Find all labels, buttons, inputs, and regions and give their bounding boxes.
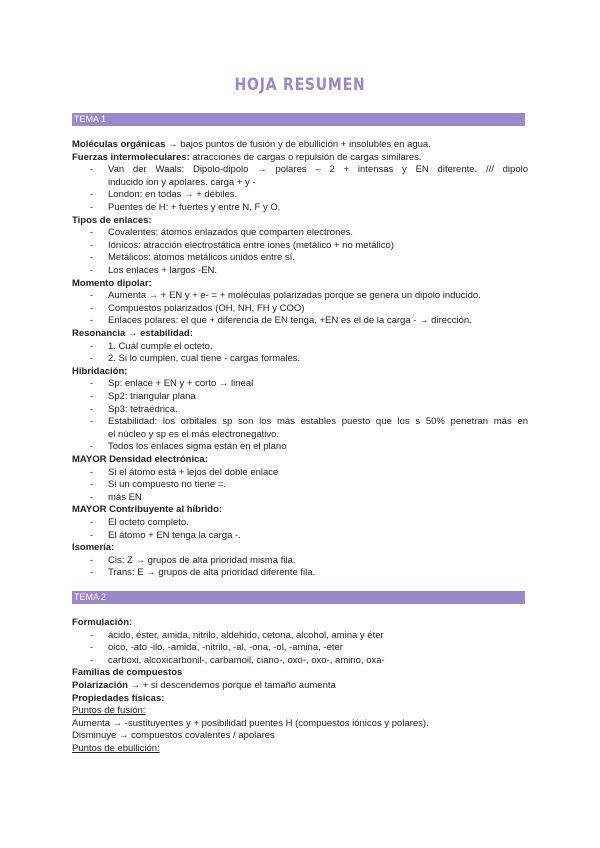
list-item-text: El átomo + EN tenga la carga -. xyxy=(108,529,241,541)
text-line xyxy=(72,680,530,692)
list-item-text: el núcleo y sp es el más electronegativo. xyxy=(108,428,280,440)
list-item-text: Si el átomo está + lejos del doble enlace xyxy=(108,466,279,478)
text-fuerzas: atracciones de cargas o repulsión de cargas similares. xyxy=(192,151,422,163)
subheading-ebullicion: Puntos de ebullición: xyxy=(72,743,160,754)
heading-propiedades: Propiedades físicas: xyxy=(72,692,165,704)
text-line xyxy=(72,139,530,151)
section-header-tema-1: TEMA 1 xyxy=(72,113,525,126)
heading-isomeria: Isomería: xyxy=(72,542,115,554)
text-moleculas: → bajos puntos de fusión y de ebullición + insolubles en agua. xyxy=(168,139,431,150)
list-item-text: Todos los enlaces sigma están en el plano xyxy=(108,441,287,453)
heading-tipos: Tipos de enlaces: xyxy=(72,214,152,226)
list-item-text: 2. Si lo cumplen, cual tiene - cargas formales. xyxy=(108,353,301,365)
list-item-text: inducido ion y apolares. carga + y - xyxy=(108,176,256,188)
list-item-text: London: en todas → + débiles. xyxy=(108,189,238,201)
list-item-text: Sp3: tetraédrica. xyxy=(108,403,178,415)
heading-contribuyente: MAYOR Contribuyente al híbrido: xyxy=(72,504,223,516)
list-item-text: Cis: Z → grupos de alta prioridad misma fila. xyxy=(108,554,296,566)
list-item-text: Van der Waals: Dipolo-dipolo → polares – 2 + intensas y EN diferente. /// dipolo xyxy=(108,164,528,176)
text-line: Disminuye → compuestos covalentes / apolares xyxy=(72,730,275,742)
list-item-text: Puentes de H: + fuertes y entre N, F y O. xyxy=(108,202,281,213)
page-title: HOJA RESUMEN xyxy=(234,75,366,95)
list-item-text: Covalentes: átomos enlazados que comparten electrones. xyxy=(108,227,354,239)
list-item-text: Iónicos: atracción electrostática entre iones (metálico + no metálico) xyxy=(108,239,394,251)
section-header-tema-2: TEMA 2 xyxy=(72,591,525,604)
list-item-text: Estabilidad: los orbitales sp son los más estables puesto que los s 50% penetran más en xyxy=(108,416,528,428)
list-item-text: Metálicos: átomos metálicos unidos entre sí. xyxy=(108,252,295,264)
subheading-fusion: Puntos de fusión: xyxy=(72,705,146,717)
list-item-text: Aumenta → + EN y + e- = + moléculas polarizadas porque se genera un dipolo inducido. xyxy=(108,290,481,302)
heading-densidad: MAYOR Densidad electrónica: xyxy=(72,454,208,465)
list-item-text: ácido, éster, amida, nitrilo, aldehido, cetona, alcohol, amina y éter xyxy=(108,629,384,641)
list-item-text: Sp2: triangular plana xyxy=(108,391,196,402)
document-page: HOJA RESUMEN TEMA 1 Moléculas orgánicas → bajos puntos de fusión y de ebullición + insolubles en agua. Fuerzas intermoleculares: atracciones de cargas o repulsión de cargas similares. - Van der Waals: Dipolo-dipolo → polares – 2 + intensas y EN diferente. /// dipolo inducido ion y apolares. carga + y - - London: en todas → + débiles. - Puentes de H: + fuertes y entre N, F y O. Tipos de enlaces: - Covalentes: átomos enlazados que comparten electrones. - Iónicos: atracción electrostática entre iones (metálico + no metálico) - Metálicos: átomos metálicos unidos entre sí. - Los enlaces + largos -EN. Momento dipolar: - Aumenta → + EN y + e- = + moléculas polarizadas porque se genera un dipolo inducido. - Compuestos polarizados (OH, NH, FH y COO) - Enlaces polares: el que + diferencia de EN tenga, +EN es el de la carga - → dirección. Resonancia → estabilidad: - 1. Cuál cumple el octeto. - 2. Si lo cumplen, cual tiene - cargas formales. Hibridación: - Sp: enlace + EN y + corto → lineal - Sp2: triangular plana - Sp3: tetraédrica. - Estabilidad: los orbitales sp son los más estables puesto que los s 50% penetran más en el núcleo y sp es el más electronegativo. - Todos los enlaces sigma están en el plano MAYOR Densidad electrónica: - Si el átomo está + lejos del doble enlace - Si un compuesto no tiene =. - más EN MAYOR Contribuyente al híbrido: - El octeto completo. - El átomo + EN tenga la carga -. Isomería: - Cis: Z → grupos de alta prioridad misma fila. - Trans: E → grupos de alta prioridad diferente fila. TEMA 2 Formulación: - ácido, éster, amida, nitrilo, aldehido, cetona, alcohol, amina y éter - oico, -ato -ilo, -amida, -nitrilo, -al, -ona, -ol, -amina, -eter - carboxi, alcoxicarbonil-, carbamoil, ciano-, oxo-, oxo-, amino, oxa- Familias de compuestos Polarización → + si descendemos porque el tamaño aumenta Propiedades físicas: Puntos de fusión: Aumenta → -sustituyentes y + posibilidad puentes H (compuestos iónicos y polares). Disminuye → compuestos covalentes / apolares Puntos de ebullición: xyxy=(0,0,600,848)
list-item-text: Sp: enlace + EN y + corto → lineal xyxy=(108,378,254,390)
list-item-text: Si un compuesto no tiene =. xyxy=(108,479,227,491)
heading-hibridacion: Hibridación: xyxy=(72,365,128,377)
text-line: Aumenta → -sustituyentes y + posibilidad puentes H (compuestos iónicos y polares). xyxy=(72,717,429,729)
list-item-text: Enlaces polares: el que + diferencia de EN tenga, +EN es el de la carga - → dirección. xyxy=(108,315,472,327)
list-item-text: oico, -ato -ilo, -amida, -nitrilo, -al, -ona, -ol, -amina, -eter xyxy=(108,642,343,654)
list-item-text: más EN xyxy=(108,491,142,503)
list-item-text: Trans: E → grupos de alta prioridad diferente fila. xyxy=(108,567,316,579)
list-item-text: Compuestos polarizados (OH, NH, FH y COO) xyxy=(108,302,305,314)
heading-moleculas: Moléculas orgánicas xyxy=(72,139,166,150)
heading-resonancia: Resonancia → estabilidad: xyxy=(72,328,193,339)
text-line xyxy=(72,152,530,164)
heading-fuerzas: Fuerzas intermoleculares: xyxy=(72,151,190,163)
list-item-text: Los enlaces + largos -EN. xyxy=(108,265,218,276)
list-item-text: carboxi, alcoxicarbonil-, carbamoil, ciano-, oxo-, oxo-, amino, oxa- xyxy=(108,654,385,666)
text-polarizacion: → + si descendemos porque el tamaño aumenta xyxy=(130,680,336,691)
heading-formulacion: Formulación: xyxy=(72,617,133,628)
list-item-text: El octeto completo. xyxy=(108,517,189,528)
list-item-text: 1. Cuál cumple el octeto. xyxy=(108,340,213,352)
heading-polarizacion: Polarización xyxy=(72,680,128,691)
heading-momento: Momento dipolar: xyxy=(72,277,152,289)
heading-familias: Familias de compuestos xyxy=(72,667,183,679)
